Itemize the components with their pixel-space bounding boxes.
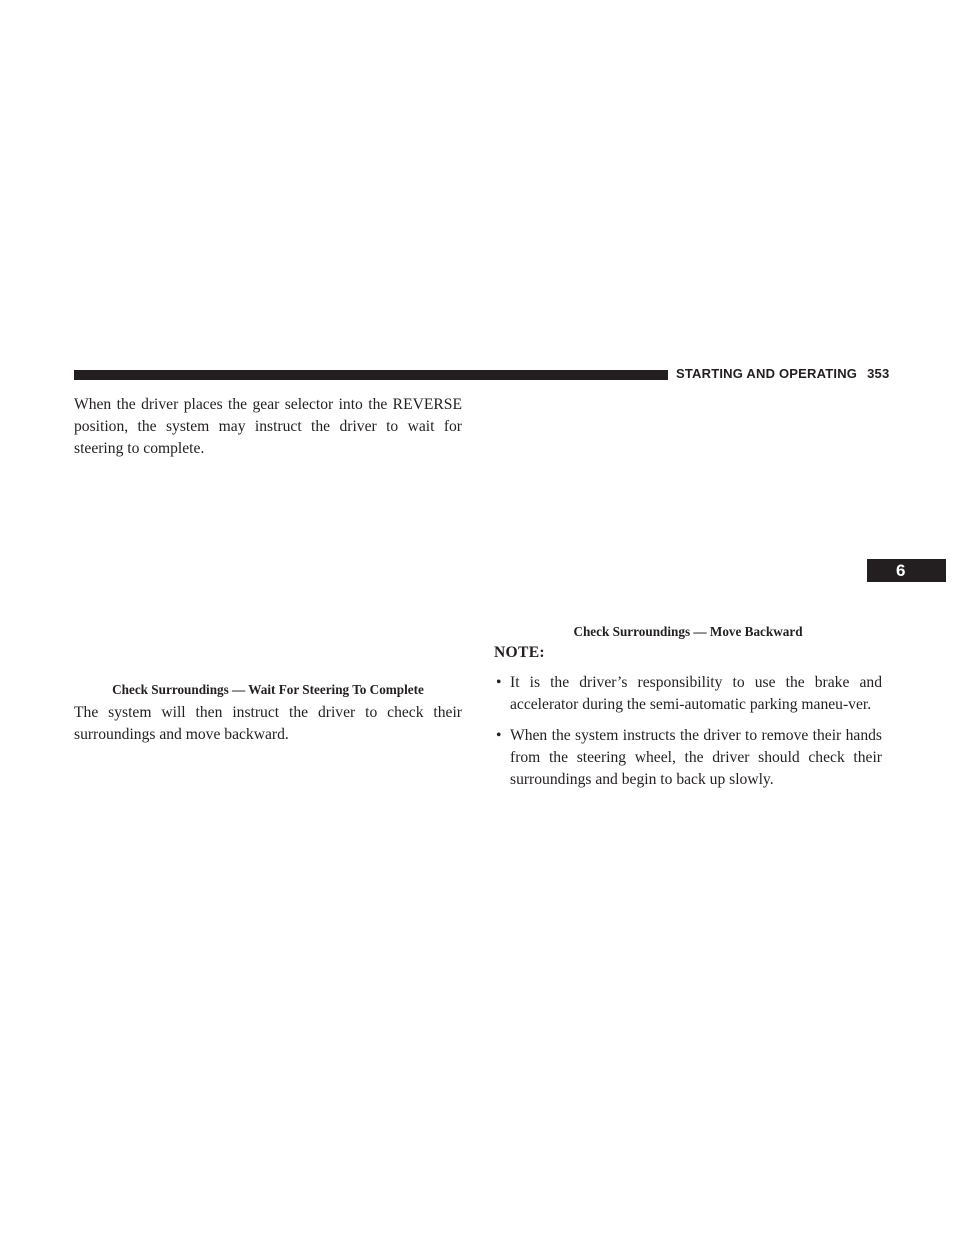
bullet-icon: • — [496, 727, 502, 744]
follow-paragraph: The system will then instruct the driver to check their surroundings and move backward. — [74, 704, 462, 743]
note-bullet-item — [494, 725, 882, 791]
figure-wait-for-steering — [74, 466, 462, 678]
figure-caption-move-backward: Check Surroundings — Move Backward — [573, 624, 803, 639]
note-bullet-text: When the system instructs the driver to remove their hands from the steering wheel, the driver should check their surroundings and begin to back up slowly. — [510, 727, 882, 788]
note-bullet-text: It is the driver’s responsibility to use the brake and accelerator during the semi-automatic parking maneu-ver. — [510, 674, 882, 713]
note-bullet-list — [494, 672, 882, 800]
figure-caption-wait-for-steering: Check Surroundings — Wait For Steering To Complete — [112, 682, 424, 697]
header-rule — [74, 370, 668, 380]
section-title: STARTING AND OPERATING — [676, 366, 858, 381]
running-header — [676, 366, 889, 381]
bullet-icon: • — [496, 674, 502, 691]
note-bullet-item — [494, 672, 882, 716]
page-number: 353 — [867, 366, 890, 381]
intro-paragraph: When the driver places the gear selector into the REVERSE position, the system may instruct the driver to wait for steering to complete. — [74, 396, 462, 457]
note-heading: NOTE: — [494, 644, 545, 661]
chapter-tab: 6 — [867, 559, 946, 582]
figure-move-backward — [494, 384, 882, 622]
